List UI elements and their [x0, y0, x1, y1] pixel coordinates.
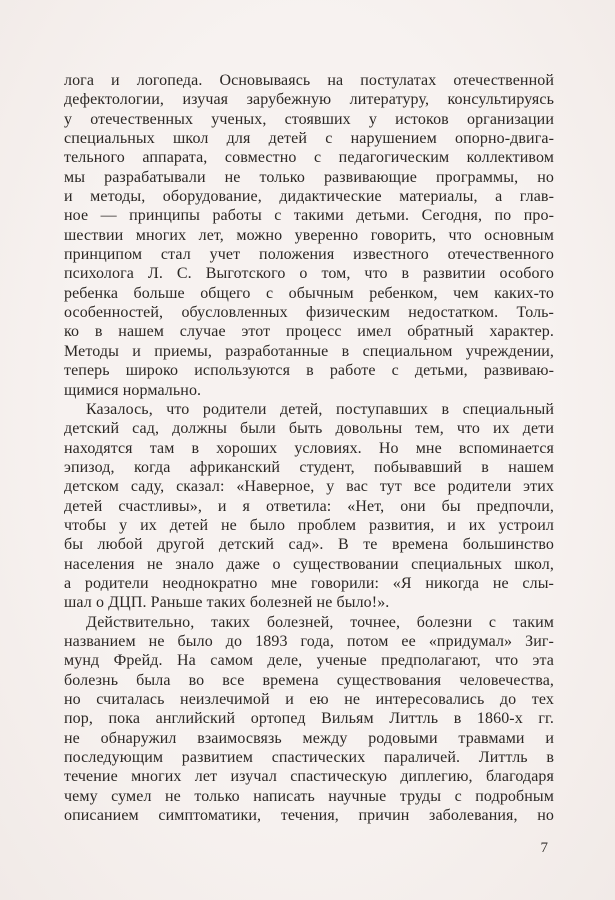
text-line: а родители неоднократно мне говорили: «Я никогда не слы-: [64, 574, 554, 592]
page-text: [64, 71, 554, 825]
text-line: Казалось, что родители детей, поступавших в специальный: [86, 400, 554, 418]
text-line: детский сад, должны были быть довольны тем, что их дети: [64, 420, 554, 438]
text-line: особенностей, обусловленных физическим недостатком. Толь-: [64, 304, 554, 322]
text-line: принципом стал учет положения известного отечественного: [64, 246, 554, 264]
text-line: описанием симптоматики, течения, причин заболевания, но: [64, 807, 554, 825]
text-line: теперь широко используются в работе с детьми, развиваю-: [64, 362, 554, 380]
text-line: шествии многих лет, можно уверенно говорить, что основным: [64, 226, 554, 244]
text-line: эпизод, когда африканский студент, побывавший в нашем: [64, 458, 554, 476]
text-line: дефектологии, изучая зарубежную литературу, консультируясь: [64, 91, 554, 109]
paragraph-2: [64, 400, 554, 613]
text-line: болезнь была во все времена существования человечества,: [64, 671, 554, 689]
text-line: специальных школ для детей с нарушением опорно-двига-: [64, 130, 554, 148]
text-line: мунд Фрейд. На самом деле, ученые предполагают, что эта: [64, 652, 554, 670]
text-line: психолога Л. С. Выготского о том, что в развитии особого: [64, 265, 554, 283]
text-line: находятся там в хороших условиях. Но мне вспоминается: [64, 439, 554, 457]
text-line: Методы и приемы, разработанные в специальном учреждении,: [64, 342, 554, 360]
paragraph-1: [64, 71, 554, 400]
text-line: у отечественных ученых, стоявших у истоков организации: [64, 110, 554, 128]
text-line: но считалась неизлечимой и ею не интересовались до тех: [64, 691, 554, 708]
page-number: 7: [540, 840, 548, 856]
text-line: течение многих лет изучал спастическую диплегию, благодаря: [64, 768, 554, 786]
text-line: названием не было до 1893 года, потом ее «придумал» Зиг-: [64, 632, 554, 650]
text-line: детей счастливы», и я ответила: «Нет, они бы предпочли,: [64, 497, 554, 515]
text-line: не обнаружил взаимосвязь между родовыми травмами и: [64, 729, 554, 747]
text-line: лога и логопеда. Основываясь на постулатах отечественной: [64, 72, 554, 89]
text-line: ко в нашем случае этот процесс имел обратный характер.: [64, 323, 554, 341]
text-line: и методы, оборудование, дидактические материалы, а глав-: [64, 188, 554, 206]
text-line: населения не знало даже о существовании специальных школ,: [64, 555, 554, 573]
text-line: чтобы у их детей не было проблем развития, и их устроил: [64, 516, 554, 534]
text-line: последующим развитием спастических параличей. Литтль в: [64, 749, 554, 767]
text-line: детском саду, сказал: «Наверное, у вас тут все родители этих: [64, 478, 554, 496]
text-line: чему сумел не только написать научные труды с подробным: [64, 787, 554, 805]
text-line: ребенка больше общего с обычным ребенком, чем каких-то: [64, 284, 554, 302]
text-line: щимися нормально.: [64, 381, 202, 399]
text-line: ное — принципы работы с такими детьми. Сегодня, по про-: [64, 207, 554, 225]
paragraph-3: [64, 613, 554, 826]
text-line: тельного аппарата, совместно с педагогическим коллективом: [64, 149, 554, 167]
text-line: Действительно, таких болезней, точнее, болезни с таким: [86, 613, 554, 631]
text-line: шал о ДЦП. Раньше таких болезней не было!».: [64, 594, 390, 612]
text-line: бы любой другой детский сад». В те времена большинство: [64, 536, 554, 554]
text-line: пор, пока английский ортопед Вильям Литтль в 1860-х гг.: [64, 710, 554, 728]
text-line: мы разрабатывали не только развивающие программы, но: [64, 168, 554, 186]
